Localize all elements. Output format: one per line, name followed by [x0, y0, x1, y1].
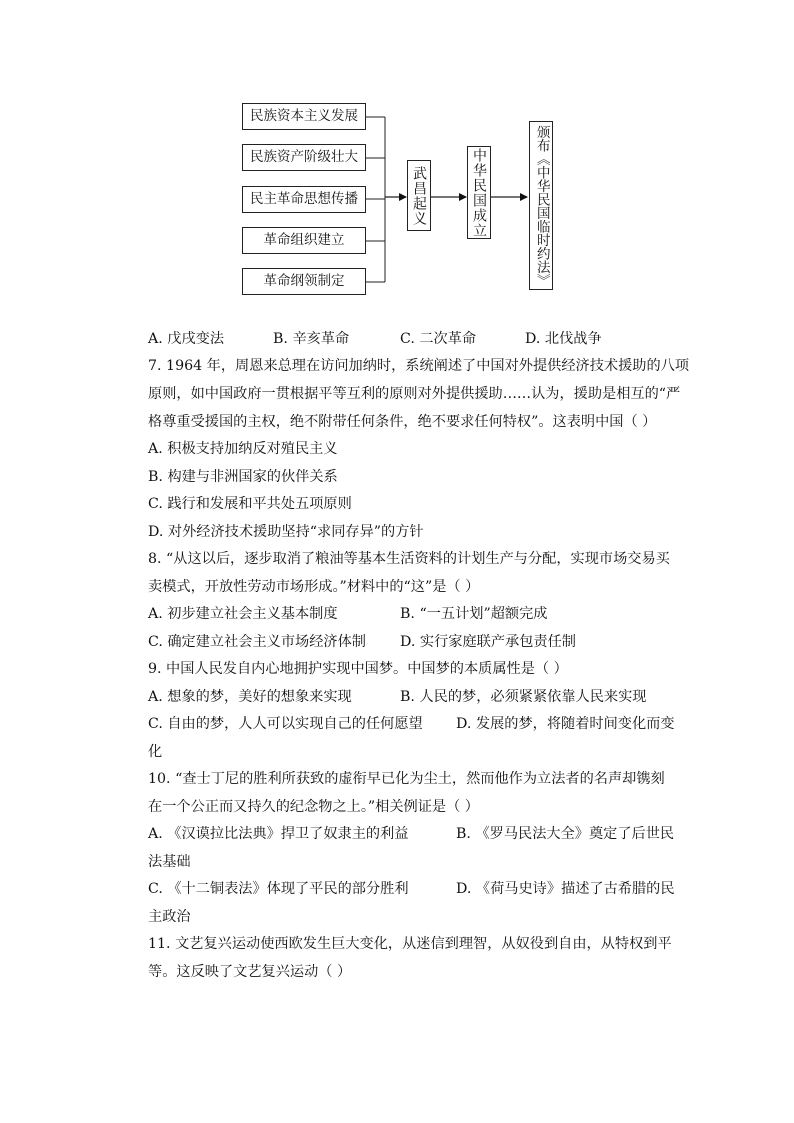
q9-option-c: C. 自由的梦，人人可以实现自己的任何愿望: [148, 716, 423, 732]
q7-option-c: C. 践行和发展和平共处五项原则: [148, 496, 352, 512]
q10-option-c: C. 《十二铜表法》体现了平民的部分胜利: [148, 881, 409, 897]
q8-option-a: A. 初步建立社会主义基本制度: [148, 606, 338, 622]
cause-box-3: 民主革命思想传播: [242, 186, 366, 213]
q10-option-d-continued: 主政治: [148, 909, 191, 925]
q9-option-d: D. 发展的梦，将随着时间变化而变: [456, 716, 675, 732]
q9-stem-line-1: 9. 中国人民发自内心地拥护实现中国梦。中国梦的本质属性是（ ）: [148, 661, 568, 677]
q7-stem-line-2: 原则，如中国政府一贯根据平等互利的原则对外提供援助……认为，援助是相互的“严: [148, 386, 681, 402]
cause-box-1: 民族资本主义发展: [242, 103, 366, 130]
q6-option-d: D. 北伐战争: [525, 331, 602, 347]
q7-stem-line-3: 格尊重受援国的主权，绝不附带任何条件，绝不要求任何特权”。这表明中国（ ）: [148, 414, 657, 430]
q10-option-b-continued: 法基础: [148, 854, 191, 870]
q10-option-a: A. 《汉谟拉比法典》捍卫了奴隶主的利益: [148, 826, 409, 842]
q10-stem-line-1: 10. “查士丁尼的胜利所获致的虚衔早已化为尘土，然而他作为立法者的名声却镌刻: [148, 771, 665, 787]
q11-stem-line-2: 等。这反映了文艺复兴运动（ ）: [148, 964, 352, 980]
event-box-roc-founded: 中华民国成立: [467, 146, 491, 239]
q8-stem-line-1: 8. “从这以后，逐步取消了粮油等基本生活资料的计划生产与分配，实现市场交易买: [148, 551, 670, 567]
q8-option-b: B. “一五计划”超额完成: [400, 606, 548, 622]
q7-stem-line-1: 7. 1964 年，周恩来总理在访问加纳时，系统阐述了中国对外提供经济技术援助的八项: [148, 358, 690, 374]
event-box-wuchang-uprising: 武昌起义: [407, 160, 431, 231]
q10-stem-line-2: 在一个公正而又持久的纪念物之上。”相关例证是（ ）: [148, 799, 479, 815]
cause-box-5: 革命纲领制定: [242, 268, 366, 295]
q8-option-d: D. 实行家庭联产承包责任制: [400, 634, 576, 650]
q7-option-d: D. 对外经济技术援助坚持“求同存异”的方针: [148, 524, 424, 540]
q6-option-a: A. 戊戌变法: [148, 331, 225, 347]
cause-box-2: 民族资产阶级壮大: [242, 144, 366, 171]
q8-option-c: C. 确定建立社会主义市场经济体制: [148, 634, 366, 650]
diagram-connectors: [0, 0, 794, 310]
q9-option-d-continued: 化: [148, 744, 163, 760]
event-box-provisional-constitution: 颁布《中华民国临时约法》: [529, 121, 553, 290]
q11-stem-line-1: 11. 文艺复兴运动使西欧发生巨大变化，从迷信到理智，从奴役到自由，从特权到平: [148, 936, 672, 952]
flow-diagram: [0, 0, 794, 310]
q6-option-c: C. 二次革命: [400, 331, 477, 347]
q10-option-b: B. 《罗马民法大全》奠定了后世民: [456, 826, 675, 842]
q6-option-b: B. 辛亥革命: [273, 331, 350, 347]
q9-option-a: A. 想象的梦，美好的想象来实现: [148, 689, 352, 705]
q10-option-d: D. 《荷马史诗》描述了古希腊的民: [456, 881, 675, 897]
q8-stem-line-2: 卖模式，开放性劳动市场形成。”材料中的“这”是（ ）: [148, 579, 480, 595]
q9-option-b: B. 人民的梦，必须紧紧依靠人民来实现: [400, 689, 647, 705]
cause-box-4: 革命组织建立: [242, 227, 366, 254]
q7-option-b: B. 构建与非洲国家的伙伴关系: [148, 469, 338, 485]
q7-option-a: A. 积极支持加纳反对殖民主义: [148, 441, 338, 457]
